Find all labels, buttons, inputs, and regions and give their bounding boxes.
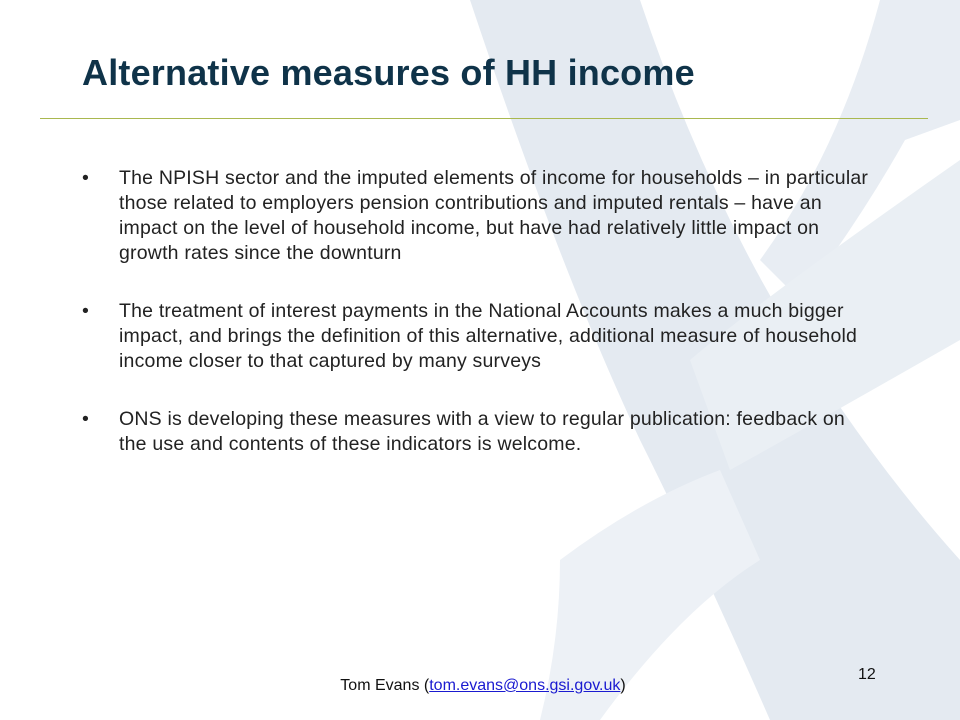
- bullet-text: The NPISH sector and the imputed elements of income for households – in particular those related to employers pension contributions and imputed rentals – have an impact on the level of household income, but have had relatively little impact on growth rates since the downturn: [119, 167, 869, 264]
- title-divider: [40, 118, 928, 119]
- page-number: 12: [858, 666, 876, 683]
- footer-credit: [3, 677, 960, 695]
- footer-email-link[interactable]: tom.evans@ons.gsi.gov.uk: [429, 677, 621, 694]
- bullet-text: ONS is developing these measures with a view to regular publication: feedback on the use and contents of these indicators is welcome.: [119, 408, 845, 455]
- bullet-icon: •: [82, 300, 90, 322]
- bullet-item: [82, 407, 872, 457]
- bullet-text: The treatment of interest payments in the National Accounts makes a much bigger impact, and brings the definition of this alternative, additional measure of household income closer to that captured by many surveys: [119, 300, 858, 372]
- bullet-icon: •: [82, 167, 90, 189]
- slide-title: Alternative measures of HH income: [82, 52, 695, 93]
- footer-author: Tom Evans (: [340, 677, 430, 694]
- bullet-item: [82, 166, 872, 266]
- footer-close: ): [620, 677, 626, 694]
- bullet-item: [82, 299, 872, 374]
- bullet-icon: •: [82, 408, 90, 430]
- bullet-list: [82, 166, 872, 490]
